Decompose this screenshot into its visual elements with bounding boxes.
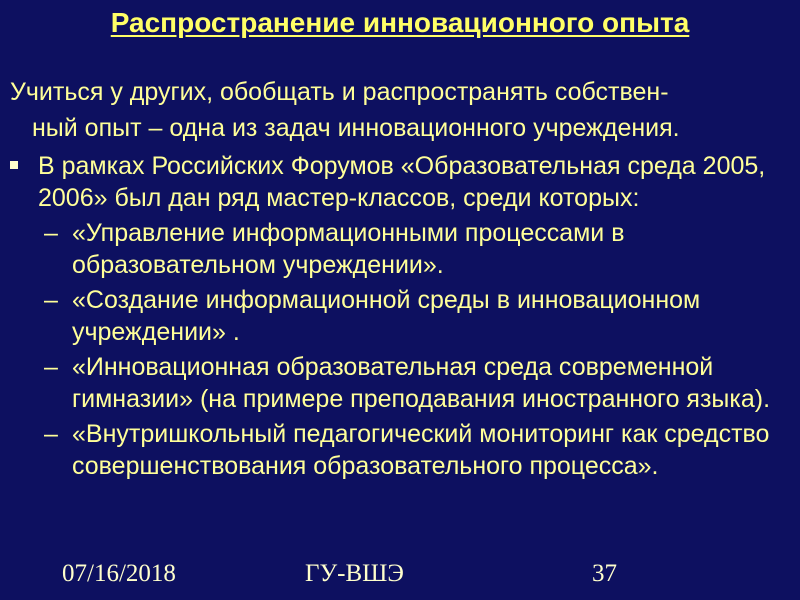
dash-bullet-icon: –: [44, 286, 58, 314]
sub-list-item: [0, 418, 800, 482]
intro-line-2: ный опыт – одна из задач инновационного учреждения.: [32, 114, 680, 142]
sub-item-text: «Инновационная образовательная среда современной гимназии» (на примере преподавания иностранного языка).: [72, 353, 771, 413]
slide-footer: [0, 556, 800, 592]
dash-bullet-icon: –: [44, 420, 58, 448]
sub-list-item: [0, 284, 800, 348]
sub-item-text: «Создание информационной среды в инновационном учреждении» .: [72, 286, 701, 346]
square-bullet-icon: [10, 161, 18, 169]
slide-title-text: Распространение инновационного опыта: [110, 7, 690, 38]
intro-line-1: Учиться у других, обобщать и распространять собствен-: [10, 78, 669, 106]
bullet-item: [0, 150, 800, 214]
footer-organization: ГУ-ВШЭ: [305, 560, 404, 587]
dash-bullet-icon: –: [44, 219, 58, 247]
slide-title: [0, 6, 800, 40]
sub-item-text: «Управление информационными процессами в образовательном учреждении».: [72, 219, 625, 279]
bullet-list: [0, 150, 800, 485]
sub-list-item: [0, 217, 800, 281]
dash-bullet-icon: –: [44, 353, 58, 381]
intro-paragraph: [10, 74, 790, 146]
sub-list-item: [0, 351, 800, 415]
footer-page-number: 37: [592, 560, 617, 587]
sub-list: [0, 217, 800, 482]
sub-item-text: «Внутришкольный педагогический мониторинг как средство совершенствования образовательного процесса».: [72, 420, 770, 480]
footer-date: 07/16/2018: [62, 560, 176, 587]
bullet-text: В рамках Российских Форумов «Образовательная среда 2005, 2006» был дан ряд мастер-классов, среди которых:: [38, 152, 766, 212]
